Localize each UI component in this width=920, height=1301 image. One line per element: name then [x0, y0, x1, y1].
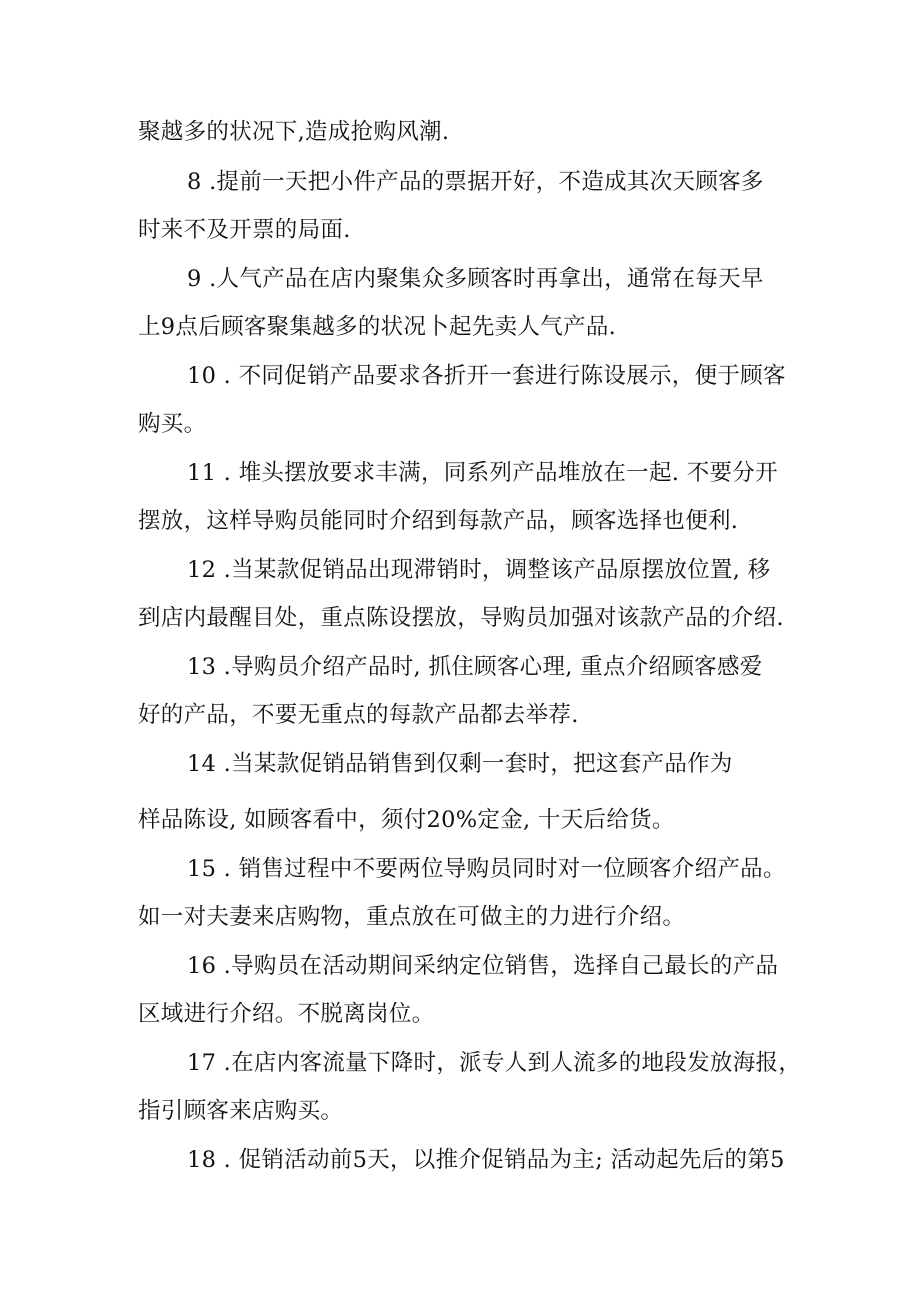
- item-9-line-1: 9 .人气产品在店内聚集众多顾客时再拿出，通常在每天早: [187, 266, 764, 292]
- item-11-line-2: 摆放，这样导购员能同时介绍到每款产品，顾客选择也便利.: [138, 508, 739, 534]
- item-8-line-1: 8 .提前一天把小件产品的票据开好，不造成其次天顾客多: [187, 169, 764, 195]
- item-13-line-2: 好的产品，不要无重点的每款产品都去举荐.: [138, 702, 579, 728]
- item-11-line-1: 11 . 堆头摆放要求丰满，同系列产品堆放在一起. 不要分开: [187, 460, 778, 486]
- item-18-line-1: 18 . 促销活动前5天，以推介促销品为主; 活动起先后的第5: [187, 1147, 785, 1173]
- item-15-line-1: 15 . 销售过程中不要两位导购员同时对一位顾客介绍产品。: [187, 856, 786, 882]
- item-13-line-1: 13 .导购员介绍产品时, 抓住顾客心理, 重点介绍顾客感爱: [187, 654, 763, 680]
- item-14-line-1: 14 .当某款促销品销售到仅剩一套时，把这套产品作为: [187, 751, 733, 777]
- text-line: 聚越多的状况下,造成抢购风潮.: [138, 119, 450, 145]
- item-16-line-2: 区域进行介绍。不脱离岗位。: [138, 1001, 435, 1027]
- item-10-line-2: 购买。: [138, 411, 207, 437]
- item-12-line-1: 12 .当某款促销品出现滞销时，调整该产品原摆放位置, 移: [187, 557, 771, 583]
- item-10-line-1: 10 . 不同促销产品要求各折开一套进行陈设展示，便于顾客: [187, 363, 786, 389]
- item-17-line-1: 17 .在店内客流量下降时，派专人到人流多的地段发放海报，: [187, 1050, 802, 1076]
- item-14-line-2: 样品陈设, 如顾客看中，须付20%定金, 十天后给货。: [138, 807, 675, 833]
- item-16-line-1: 16 .导购员在活动期间采纳定位销售，选择自己最长的产品: [187, 953, 779, 979]
- item-15-line-2: 如一对夫妻来店购物，重点放在可做主的力进行介绍。: [138, 904, 686, 930]
- item-9-line-2: 上9点后顾客聚集越多的状况卜起先卖人气产品.: [138, 314, 617, 340]
- item-12-line-2: 到店内最醒目处，重点陈设摆放，导购员加强对该款产品的介绍.: [138, 605, 784, 631]
- item-17-line-2: 指引顾客来店购买。: [138, 1098, 344, 1124]
- item-8-line-2: 时来不及开票的局面.: [138, 217, 351, 243]
